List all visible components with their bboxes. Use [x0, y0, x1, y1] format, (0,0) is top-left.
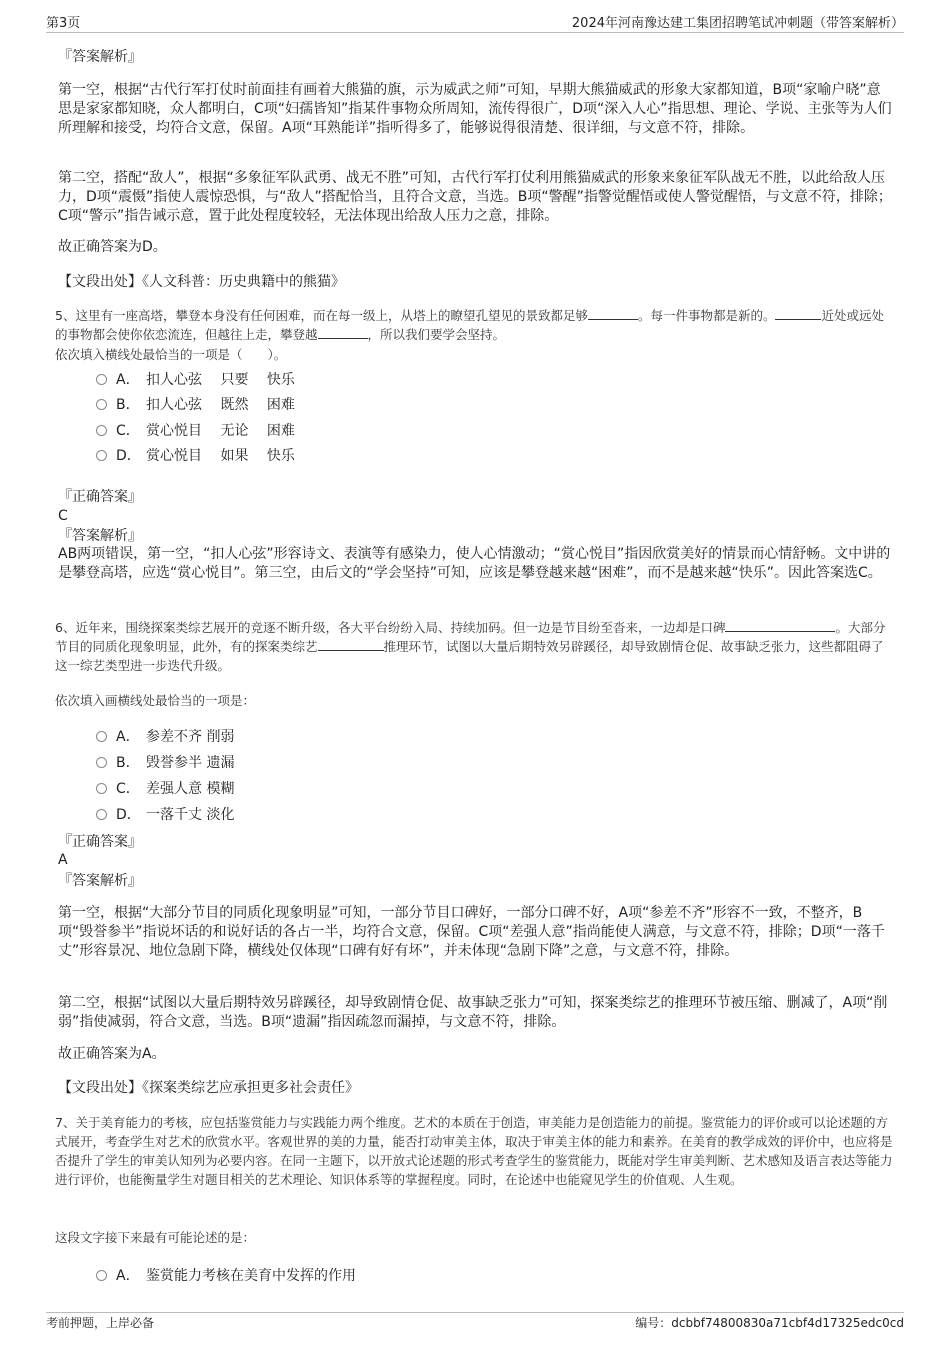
option-text: 差强人意 模糊	[146, 781, 235, 797]
document-id: 编号：dcbbf74800830a71cbf4d17325edc0cd	[635, 1316, 904, 1330]
q5-blank-1	[588, 307, 638, 320]
option-text: 扣人心弦 只要 快乐	[146, 372, 295, 388]
footer-divider	[46, 1312, 904, 1313]
radio-icon[interactable]	[96, 374, 107, 385]
q4-conclusion: 故正确答案为D。	[58, 239, 167, 255]
q7-prompt: 这段文字接下来最有可能论述的是：	[55, 1230, 256, 1245]
option-text: 扣人心弦 既然 困难	[146, 397, 295, 413]
radio-icon[interactable]	[96, 757, 107, 768]
option-text: 一落千丈 淡化	[146, 807, 235, 823]
option-key: C．	[116, 781, 140, 797]
q7-option-a[interactable]	[96, 1265, 356, 1285]
option-key: D．	[116, 807, 141, 823]
page-number: 第3页	[46, 16, 81, 31]
q5-stem-part2: 。每一件事物都是新的。	[637, 308, 776, 323]
q6-stem-part1: 6、近年来，围绕探案类综艺展开的竞逐不断升级，各大平台纷纷入局、持续加码。但一边是节目纷至沓来，一边却是口碑	[55, 620, 726, 635]
q4-analysis-label: 『答案解析』	[58, 49, 142, 65]
q5-analysis-label: 『答案解析』	[58, 528, 142, 544]
q5-stem-part5: ，所以我们要学会坚持。	[367, 327, 506, 342]
option-key: B．	[116, 397, 140, 413]
q5-stem-part4: 或远处的事物都会使你依恋流连，但越往上走，攀登越	[55, 308, 885, 342]
q6-analysis-label: 『答案解析』	[58, 873, 142, 889]
option-text: 鉴赏能力考核在美育中发挥的作用	[146, 1268, 356, 1284]
radio-icon[interactable]	[96, 1270, 107, 1281]
q5-blank-2	[775, 307, 821, 320]
q6-option-b[interactable]	[96, 752, 234, 772]
q5-option-c[interactable]	[96, 420, 295, 440]
q5-blank-3	[318, 326, 368, 339]
header-divider	[46, 32, 904, 33]
q6-stem-part3: 推理环节，试图以大量后期特效另辟蹊径，却导致剧情仓促、故事缺乏张力，这些都阻碍了这一综艺类型进一步迭代升级。	[55, 639, 884, 673]
q5-prompt: 依次填入横线处最恰当的一项是（ ）。	[55, 347, 287, 362]
q6-option-a[interactable]	[96, 726, 234, 746]
q7-stem: 7、关于美育能力的考核，应包括鉴赏能力与实践能力两个维度。艺术的本质在于创造，审美能力是创造能力的前提。鉴赏能力的评价或可以论述题的方式展开，考查学生对艺术的欣赏水平。客观世界的美的力量，能否打动审美主体，取决于审美主体的能力和素养。在美育的教学成效的评价中，也应将是否提升了学生的审美认知列为必要内容。在同一主题下，以开放式论述题的形式考查学生的鉴赏能力，既能对学生审美判断、艺术感知及语言表达等能力进行评价，也能衡量学生对题目相关的艺术理论、知识体系等的掌握程度。同时，在论述中也能窥见学生的价值观、人生观。	[55, 1115, 893, 1187]
q6-prompt: 依次填入画横线处最恰当的一项是：	[55, 693, 256, 708]
q6-answer: A	[58, 852, 68, 868]
option-key: A．	[116, 1268, 140, 1284]
q5-answer-label: 『正确答案』	[58, 489, 142, 505]
q6-conclusion: 故正确答案为A。	[58, 1046, 166, 1062]
q6-blank-1	[725, 619, 835, 632]
q4-analysis-para1: 第一空，根据“古代行军打仗时前面挂有画着大熊猫的旗，示为威武之师”可知，早期大熊猫威武的形象大家都知道，B项“家喻户晓”意思是家家都知晓，众人都明白，C项“妇孺皆知”指某件事物众所周知，流传得很广，D项“深入人心”指思想、理论、学说、主张等为人们所理解和接受，均符合文意，保留。A项“耳熟能详”指听得多了，能够说得很清楚、很详细，与文意不符，排除。	[58, 82, 892, 136]
radio-icon[interactable]	[96, 809, 107, 820]
q6-analysis-para1: 第一空，根据“大部分节目的同质化现象明显”可知，一部分节目口碑好，一部分口碑不好，A项“参差不齐”形容不一致，不整齐，B项“毁誉参半”指说坏话的和说好话的各占一半，均符合文意，保留。C项“差强人意”指尚能使人满意，与文意不符，排除；D项“一落千丈”形容景况、地位急剧下降，横线处仅体现“口碑有好有坏”，并未体现“急剧下降”之意，与文意不符，排除。	[58, 905, 885, 959]
option-text: 赏心悦目 无论 困难	[146, 423, 295, 439]
option-key: D．	[116, 448, 141, 464]
q5-stem	[55, 306, 895, 344]
q5-analysis: AB两项错误，第一空，“扣人心弦”形容诗文、表演等有感染力，使人心情激动；“赏心悦目”指因欣赏美好的情景而心情舒畅。文中讲的是攀登高塔，应选“赏心悦目”。第三空，由后文的“学会坚持”可知，应该是攀登越来越“困难”，而不是越来越“快乐”。因此答案选C。	[58, 546, 891, 581]
option-key: A．	[116, 729, 140, 745]
option-key: B．	[116, 755, 140, 771]
option-key: A．	[116, 372, 140, 388]
q6-source: 【文段出处】《探案类综艺应承担更多社会责任》	[58, 1080, 359, 1096]
q5-option-b[interactable]	[96, 394, 295, 414]
q6-option-d[interactable]	[96, 804, 234, 824]
option-text: 参差不齐 削弱	[146, 729, 235, 745]
q4-source: 【文段出处】《人文科普：历史典籍中的熊猫》	[58, 274, 345, 290]
q6-answer-label: 『正确答案』	[58, 834, 142, 850]
option-key: C．	[116, 423, 140, 439]
q6-stem	[55, 618, 895, 675]
radio-icon[interactable]	[96, 399, 107, 410]
option-text: 毁誉参半 遗漏	[146, 755, 235, 771]
q6-analysis-para2: 第二空，根据“试图以大量后期特效另辟蹊径，却导致剧情仓促、故事缺乏张力”可知，探案类综艺的推理环节被压缩、删减了，A项“削弱”指使减弱，符合文意，当选。B项“遗漏”指因疏忽而漏掉，与文意不符，排除。	[58, 995, 888, 1030]
q6-stem-part2: 。大部分节目的同质化现象明显，此外，有的探案类综艺	[55, 620, 886, 654]
footer-slogan: 考前押题，上岸必备	[46, 1316, 155, 1330]
q5-option-d[interactable]	[96, 445, 295, 465]
q6-option-c[interactable]	[96, 778, 234, 798]
radio-icon[interactable]	[96, 783, 107, 794]
radio-icon[interactable]	[96, 450, 107, 461]
radio-icon[interactable]	[96, 425, 107, 436]
document-title: 2024年河南豫达建工集团招聘笔试冲刺题（带答案解析）	[571, 16, 904, 31]
q5-stem-part3: 近处	[821, 308, 847, 323]
q5-stem-part1: 5、这里有一座高塔，攀登本身没有任何困难，而在每一级上，从塔上的瞭望孔望见的景致都足够	[55, 308, 588, 323]
q4-analysis-para2: 第二空，搭配“敌人”，根据“多象征军队武勇、战无不胜”可知，古代行军打仗利用熊猫威武的形象来象征军队战无不胜，以此给敌人压力，D项“震慑”指使人震惊恐惧，与“敌人”搭配恰当，且符合文意，当选。B项“警醒”指警觉醒悟或使人警觉醒悟，与文意不符，排除；C项“警示”指告诫示意，置于此处程度较轻，无法体现出给敌人压力之意，排除。	[58, 170, 892, 224]
q5-answer: C	[58, 508, 68, 524]
q6-blank-2	[318, 638, 384, 651]
option-text: 赏心悦目 如果 快乐	[146, 448, 295, 464]
q5-option-a[interactable]	[96, 369, 295, 389]
radio-icon[interactable]	[96, 731, 107, 742]
